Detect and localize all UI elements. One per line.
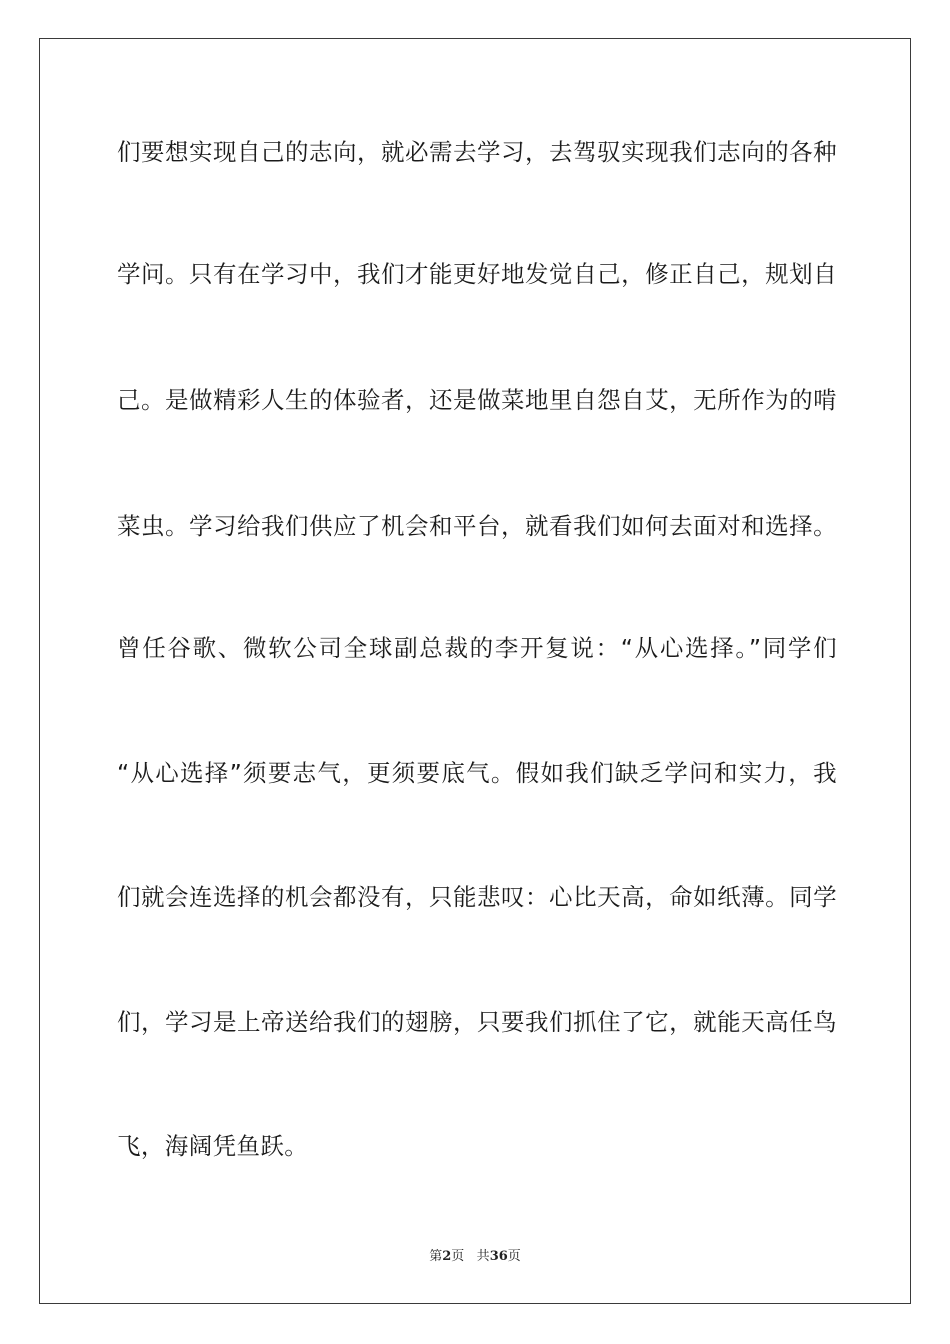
text-line-2: 学问。只有在学习中，我们才能更好地发觉自己，修正自己，规划自 <box>117 260 837 288</box>
total-pages: 36 <box>489 1249 508 1264</box>
text-line-7: 们就会连选择的机会都没有，只能悲叹：心比天高，命如纸薄。同学 <box>117 883 837 911</box>
text-line-3: 己。是做精彩人生的体验者，还是做菜地里自怨自艾，无所作为的啃 <box>117 386 837 414</box>
text-line-1: 们要想实现自己的志向，就必需去学习，去驾驭实现我们志向的各种 <box>117 138 837 166</box>
text-line-6: “从心选择”须要志气，更须要底气。假如我们缺乏学问和实力，我 <box>117 759 837 787</box>
page-suffix: 页 <box>451 1249 465 1264</box>
total-prefix: 共 <box>476 1249 490 1264</box>
text-line-8: 们，学习是上帝送给我们的翅膀，只要我们抓住了它，就能天高任鸟 <box>117 1008 837 1036</box>
text-line-4: 菜虫。学习给我们供应了机会和平台，就看我们如何去面对和选择。 <box>117 512 837 540</box>
text-line-5: 曾任谷歌、微软公司全球副总裁的李开复说：“从心选择。”同学们 <box>117 634 837 662</box>
text-line-9: 飞，海阔凭鱼跃。 <box>117 1132 309 1160</box>
page-footer <box>0 1248 950 1266</box>
page-prefix: 第 <box>429 1249 443 1264</box>
page-border <box>39 38 911 1304</box>
total-suffix: 页 <box>507 1249 521 1264</box>
page-number: 2 <box>442 1249 452 1264</box>
